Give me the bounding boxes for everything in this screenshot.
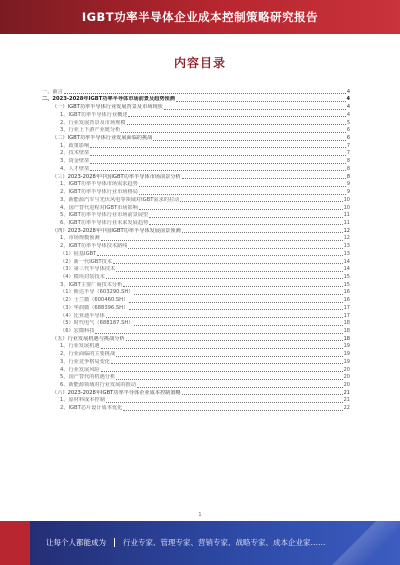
toc-entry[interactable] bbox=[42, 404, 350, 412]
toc-entry[interactable] bbox=[42, 150, 350, 158]
toc-entry-page: 7 bbox=[346, 142, 350, 149]
toc-entry[interactable] bbox=[42, 173, 350, 181]
footer-slogan-right: 行业专家、管理专家、营销专家、战略专家、成本企业家…… bbox=[123, 538, 326, 547]
toc-dot-leader bbox=[134, 325, 342, 326]
toc-entry[interactable] bbox=[42, 212, 350, 220]
toc-entry[interactable] bbox=[42, 235, 350, 243]
toc-entry[interactable] bbox=[42, 219, 350, 227]
toc-entry-page: 8 bbox=[346, 158, 350, 165]
toc-entry-page: 7 bbox=[346, 150, 350, 157]
footer-banner bbox=[0, 521, 400, 565]
toc-entry-page: 22 bbox=[343, 405, 350, 412]
toc-dot-leader bbox=[95, 333, 342, 334]
toc-dot-leader bbox=[180, 201, 342, 202]
toc-entry-title: （二）IGBT功率半导体行业发展面临的挑战 bbox=[52, 135, 153, 142]
footer-slogan bbox=[46, 537, 376, 548]
toc-dot-leader bbox=[137, 387, 343, 388]
toc-entry-page: 16 bbox=[343, 289, 350, 296]
toc-dot-leader bbox=[149, 217, 342, 218]
toc-entry[interactable] bbox=[42, 289, 350, 297]
toc-dot-leader bbox=[90, 163, 346, 164]
toc-entry[interactable] bbox=[42, 196, 350, 204]
toc-dot-leader bbox=[128, 248, 342, 249]
toc-dot-leader bbox=[113, 263, 343, 264]
toc-entry-title: 2、IGBT功率半导体技术路线 bbox=[60, 243, 128, 250]
toc-entry[interactable] bbox=[42, 320, 350, 328]
toc-dot-leader bbox=[128, 116, 345, 117]
toc-entry[interactable] bbox=[42, 181, 350, 189]
toc-entry[interactable] bbox=[42, 103, 350, 111]
toc-entry[interactable] bbox=[42, 312, 350, 320]
toc-entry-page: 4 bbox=[346, 104, 350, 111]
toc-entry-page: 17 bbox=[343, 304, 350, 311]
toc-dot-leader bbox=[116, 356, 342, 357]
toc-dot-leader bbox=[106, 278, 343, 279]
toc-entry-page: 21 bbox=[343, 397, 350, 404]
toc-entry[interactable] bbox=[42, 242, 350, 250]
toc-entry[interactable] bbox=[42, 157, 350, 165]
toc-entry[interactable] bbox=[42, 96, 350, 104]
toc-heading: 内容目录 bbox=[173, 56, 226, 70]
toc-entry-page: 18 bbox=[343, 328, 350, 334]
footer-accent-stripe bbox=[0, 521, 30, 565]
toc-entry-page: 5 bbox=[346, 119, 350, 126]
toc-entry-title: 6、新能源领域对行业发展的推动 bbox=[60, 382, 136, 389]
toc-entry-page: 15 bbox=[343, 273, 350, 280]
toc-entry-title: 3、新能源汽车与光伏风电等领域对IGBT需求的拉动 bbox=[60, 196, 180, 203]
toc-entry-title: 1、政策影响 bbox=[60, 142, 90, 149]
toc-entry-title: （2）士兰微（600460.SH） bbox=[60, 297, 129, 304]
toc-entry-page: 19 bbox=[343, 351, 350, 358]
toc-entry-page: 6 bbox=[346, 135, 350, 142]
toc-entry-page: 12 bbox=[343, 235, 350, 242]
toc-entry-title: 2、IGBT功率半导体行业市场格局 bbox=[60, 189, 138, 196]
toc-entry[interactable] bbox=[42, 266, 350, 274]
toc-entry-page: 19 bbox=[343, 343, 350, 350]
toc-dot-leader bbox=[116, 271, 342, 272]
toc-entry-title: （5）时代电气（688187.SH） bbox=[60, 320, 134, 327]
toc-entry-title: （4）比亚迪半导体 bbox=[60, 312, 105, 319]
toc-entry-page: 16 bbox=[343, 297, 350, 304]
toc-entry-title: （五）行业发展机遇与挑战分析 bbox=[52, 335, 125, 342]
toc-entry-title: 1、行业发展机遇 bbox=[60, 343, 100, 350]
toc-entry-title: 4、国产替代进程对IGBT市场影响 bbox=[60, 204, 138, 211]
toc-entry-page: 8 bbox=[346, 165, 350, 172]
toc-entry-title: 2、IGBT芯片设计成本优化 bbox=[60, 405, 123, 412]
toc-entry-page: 21 bbox=[343, 389, 350, 396]
footer-slogan-left: 让每个人都能成为 bbox=[46, 538, 106, 547]
toc-entry-title: 6、IGBT功率半导体行业未来发展趋势 bbox=[60, 219, 149, 226]
toc-entry[interactable] bbox=[42, 327, 350, 335]
toc-dot-leader bbox=[149, 224, 342, 225]
toc-entry[interactable] bbox=[42, 343, 350, 351]
toc-entry[interactable] bbox=[42, 273, 350, 281]
toc-entry-title: （六）2023-2028年IGBT功率半导体企业成本控制策略 bbox=[52, 389, 181, 396]
toc-entry[interactable] bbox=[42, 88, 350, 96]
toc-entry-page: 4 bbox=[346, 88, 350, 95]
toc-dot-leader bbox=[139, 194, 346, 195]
toc-entry-title: 1、IGBT功率半导体行业概述 bbox=[60, 111, 128, 118]
toc-entry-title: （6）宏微科技 bbox=[60, 328, 95, 334]
toc-entry-page: 18 bbox=[343, 335, 350, 342]
toc-entry[interactable] bbox=[42, 296, 350, 304]
toc-entry-title: 3、资金壁垒 bbox=[60, 158, 90, 165]
toc-dot-leader bbox=[123, 286, 342, 287]
toc-entry-page: 8 bbox=[346, 173, 350, 180]
toc-entry-page: 20 bbox=[343, 366, 350, 373]
toc-dot-leader bbox=[139, 209, 343, 210]
toc-entry-page: 13 bbox=[343, 250, 350, 257]
toc-dot-leader bbox=[116, 379, 342, 380]
toc-entry-title: 4、人才壁垒 bbox=[60, 165, 90, 172]
toc-entry[interactable] bbox=[42, 204, 350, 212]
toc-entry[interactable] bbox=[42, 127, 350, 135]
toc-dot-leader bbox=[106, 317, 343, 318]
toc-entry-title: 5、IGBT功率半导体行业市场前景展望 bbox=[60, 212, 149, 219]
toc-dot-leader bbox=[101, 240, 343, 241]
toc-entry[interactable] bbox=[42, 366, 350, 374]
toc-entry-title: （三）2023-2028年中国IGBT功率半导体市场前景分析 bbox=[52, 173, 181, 180]
toc-entry[interactable] bbox=[42, 374, 350, 382]
toc-entry-page: 9 bbox=[346, 189, 350, 196]
toc-entry-page: 19 bbox=[343, 358, 350, 365]
toc-entry[interactable] bbox=[42, 397, 350, 405]
toc-entry[interactable] bbox=[42, 119, 350, 127]
toc-entry[interactable] bbox=[42, 304, 350, 312]
toc-entry-title: （3）华润微（688396.SH） bbox=[60, 304, 129, 311]
toc-dot-leader bbox=[97, 255, 342, 256]
toc-dot-leader bbox=[126, 340, 343, 341]
toc-entry-title: 1、市场规模预测 bbox=[60, 235, 100, 242]
toc-entry[interactable] bbox=[42, 165, 350, 173]
toc-entry-title: 3、行业竞争格局变化 bbox=[60, 358, 110, 365]
toc-entry[interactable] bbox=[42, 188, 350, 196]
toc-entry-page: 17 bbox=[343, 312, 350, 319]
toc-entry-title: （3）第三代半导体技术 bbox=[60, 266, 116, 273]
page-number: 1 bbox=[198, 512, 202, 518]
report-title-banner bbox=[0, 0, 400, 34]
toc-entry-title: 2、技术壁垒 bbox=[60, 150, 90, 157]
footer-divider bbox=[114, 538, 115, 547]
toc-dot-leader bbox=[182, 394, 343, 395]
toc-dot-leader bbox=[90, 155, 346, 156]
toc-entry[interactable] bbox=[42, 389, 350, 397]
toc-entry-title: 2、行业发展背景及市场规模 bbox=[60, 119, 126, 126]
toc-entry-page: 11 bbox=[343, 212, 350, 219]
toc-entry-page: 9 bbox=[346, 181, 350, 188]
toc-entry-title: （4）模块封装技术 bbox=[60, 273, 105, 280]
toc-entry-title: （四）2023-2028年中国IGBT功率半导体发展前景预测 bbox=[52, 227, 181, 234]
toc-entry-page: 14 bbox=[343, 258, 350, 265]
toc-entry-title: （1）斯达半导（603290.SH） bbox=[60, 289, 134, 296]
toc-entry-title: 4、行业发展风险 bbox=[60, 366, 100, 373]
toc-entry[interactable] bbox=[42, 227, 350, 235]
toc-entry-page: 10 bbox=[343, 204, 350, 211]
toc-dot-leader bbox=[134, 294, 342, 295]
toc-entry-title: 1、IGBT功率半导体市场需求趋势 bbox=[60, 181, 138, 188]
toc-dot-leader bbox=[90, 170, 346, 171]
toc-dot-leader bbox=[106, 402, 343, 403]
toc-entry-page: 4 bbox=[346, 111, 350, 118]
toc-dot-leader bbox=[164, 109, 346, 110]
toc-entry-page: 20 bbox=[343, 382, 350, 389]
toc-entry-title: 2、行业面临的主要挑战 bbox=[60, 351, 116, 358]
toc-dot-leader bbox=[182, 232, 343, 233]
toc-dot-leader bbox=[139, 186, 346, 187]
toc-entry-page: 20 bbox=[343, 374, 350, 381]
toc-entry[interactable] bbox=[42, 142, 350, 150]
toc-entry-title: 3、行业上下游产业链分析 bbox=[60, 127, 121, 134]
toc-entry-title: 二、2023-2028年IGBT功率半导体市场前景及趋势预测 bbox=[42, 96, 175, 103]
toc-entry-title: 5、国产替代的机遇分析 bbox=[60, 374, 116, 381]
toc-dot-leader bbox=[176, 101, 346, 102]
toc-entry-page: 13 bbox=[343, 243, 350, 250]
toc-entry[interactable] bbox=[42, 381, 350, 389]
toc-dot-leader bbox=[129, 309, 342, 310]
toc-entry-page: 15 bbox=[343, 281, 350, 288]
toc-entry-title: 3、IGBT主要厂商技术分析 bbox=[60, 281, 123, 288]
toc-entry[interactable] bbox=[42, 258, 350, 266]
toc-dot-leader bbox=[101, 348, 343, 349]
toc-entry[interactable] bbox=[42, 281, 350, 289]
toc-dot-leader bbox=[90, 147, 346, 148]
toc-entry-page: 11 bbox=[343, 219, 350, 226]
toc-dot-leader bbox=[127, 124, 346, 125]
toc-entry-title: （2）新一代IGBT技术 bbox=[60, 258, 112, 265]
toc-entry[interactable] bbox=[42, 250, 350, 258]
toc-entry-page: 14 bbox=[343, 266, 350, 273]
toc-dot-leader bbox=[111, 363, 343, 364]
toc-dot-leader bbox=[101, 371, 343, 372]
toc-entry-title: （1）硅基IGBT bbox=[60, 250, 97, 257]
toc-entry-page: 4 bbox=[346, 96, 350, 103]
toc-entry[interactable] bbox=[42, 335, 350, 343]
toc-entry[interactable] bbox=[42, 134, 350, 142]
toc-entry[interactable] bbox=[42, 358, 350, 366]
toc-entry-title: 1、原材料成本控制 bbox=[60, 397, 105, 404]
toc-entry-page: 18 bbox=[343, 320, 350, 327]
toc-dot-leader bbox=[123, 410, 342, 411]
toc-entry[interactable] bbox=[42, 350, 350, 358]
toc-entry-page: 12 bbox=[343, 227, 350, 234]
toc-dot-leader bbox=[129, 302, 342, 303]
table-of-contents bbox=[42, 88, 350, 412]
toc-entry-title: （一）IGBT功率半导体行业发展背景及市场现状 bbox=[52, 104, 163, 111]
toc-dot-leader bbox=[121, 132, 345, 133]
toc-dot-leader bbox=[64, 93, 346, 94]
toc-dot-leader bbox=[153, 140, 345, 141]
report-title: IGBT功率半导体企业成本控制策略研究报告 bbox=[81, 10, 319, 24]
toc-entry-title: 一、前言 bbox=[42, 88, 63, 95]
toc-entry-page: 6 bbox=[346, 127, 350, 134]
toc-entry[interactable] bbox=[42, 111, 350, 119]
toc-entry-page: 10 bbox=[343, 196, 350, 203]
toc-dot-leader bbox=[182, 178, 346, 179]
